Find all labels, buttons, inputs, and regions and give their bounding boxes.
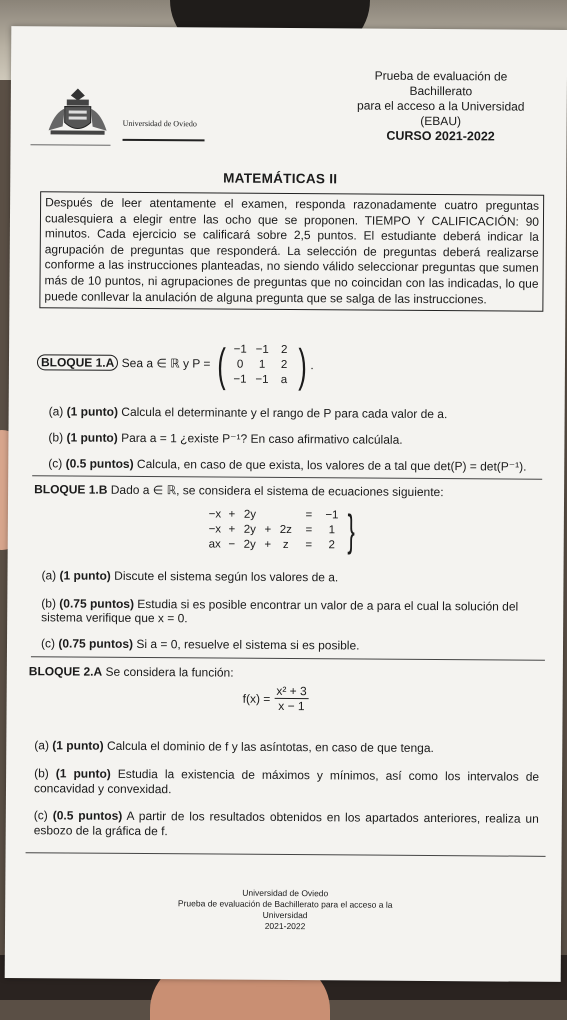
item-text: Para a = 1 ¿existe P⁻¹? En caso afirmativo calcúlala. <box>121 430 403 447</box>
item-label: (a) <box>41 568 57 583</box>
matrix-entry: −1 <box>233 373 247 386</box>
item-points: (0.75 puntos) <box>59 596 135 611</box>
exam-line-4: (EBAU) <box>420 113 462 129</box>
footer-line-1: Universidad de Oviedo <box>242 887 329 899</box>
matrix-p: ( −1 −1 2 0 1 2 −1 −1 a ) . <box>217 338 314 392</box>
function-denominator: x − 1 <box>278 698 305 714</box>
system-term <box>262 508 274 523</box>
bloque-1b-label: BLOQUE 1.B <box>34 482 108 497</box>
question-1b-c <box>41 636 541 653</box>
matrix-entry: 2 <box>280 358 288 371</box>
system-term: 1 <box>328 524 336 537</box>
header-rule <box>30 144 110 146</box>
question-2a-a <box>34 738 539 756</box>
system-term: + <box>228 508 236 521</box>
page-footer <box>155 887 415 933</box>
function-lhs: f(x) = <box>242 691 271 706</box>
university-crest-icon <box>45 86 111 140</box>
system-rows <box>204 507 344 553</box>
exam-line-2: Bachillerato <box>409 83 473 99</box>
bloque-1a <box>37 340 547 390</box>
function-fraction <box>274 684 309 713</box>
matrix-entry: −1 <box>255 343 269 356</box>
matrix-entries <box>229 342 295 387</box>
system-term: 2y <box>243 508 257 521</box>
item-points: (0.5 puntos) <box>65 456 134 471</box>
item-text: Si a = 0, resuelve el sistema si es posible. <box>136 636 360 653</box>
question-1a-a <box>49 404 549 421</box>
bloque-2a <box>29 664 539 682</box>
question-1b-b <box>41 596 541 627</box>
matrix-entry: 0 <box>236 358 244 371</box>
matrix-entry: 2 <box>280 343 288 356</box>
question-2a-c <box>34 808 539 842</box>
function-definition <box>243 684 309 713</box>
system-term: z <box>282 538 289 552</box>
bloque-1b-intro: Dado a ∈ ℝ, se considera el sistema de ecuaciones siguiente: <box>110 482 444 500</box>
system-term: + <box>228 523 236 536</box>
university-name: Universidad de Oviedo <box>122 118 197 129</box>
system-term: = <box>305 539 313 552</box>
system-term: 2y <box>243 523 256 536</box>
function-numerator: x² + 3 <box>274 684 308 699</box>
item-points: (1 punto) <box>55 766 111 781</box>
item-label: (c) <box>48 456 63 471</box>
system-term: 2 <box>328 539 335 552</box>
section-divider <box>31 656 545 661</box>
item-points: (0.5 puntos) <box>52 808 123 823</box>
bloque-1b <box>34 482 544 500</box>
item-label: (c) <box>33 808 48 823</box>
item-points: (1 punto) <box>66 404 119 419</box>
item-label: (b) <box>41 596 57 611</box>
bloque-1a-intro: Sea a ∈ ℝ y P = <box>121 356 211 371</box>
item-text: Estudia la existencia de máximos y mínimos, así como los intervalos de concavidad y convexidad. <box>33 766 540 797</box>
item-label: (b) <box>34 766 49 781</box>
question-1a-b <box>48 430 548 447</box>
item-label: (a) <box>34 738 50 753</box>
system-term: −x <box>208 508 222 521</box>
item-text: Calcula el dominio de f y las asíntotas, en caso de que tenga. <box>106 738 434 756</box>
system-term: 2z <box>279 523 292 537</box>
item-text: Estudia si es posible encontrar un valor de a para el cual la solución del sistema verifique que x = 0. <box>41 596 519 626</box>
system-term: + <box>264 538 272 551</box>
item-text: Discute el sistema según los valores de a. <box>114 568 339 585</box>
section-divider <box>32 475 542 480</box>
page-title: MATEMÁTICAS II <box>223 170 338 187</box>
system-term: ax <box>208 538 221 551</box>
system-term: 2y <box>243 538 256 551</box>
exam-sheet <box>5 26 567 982</box>
bloque-2a-label: BLOQUE 2.A <box>28 664 103 679</box>
matrix-entry: 1 <box>258 358 266 371</box>
item-label: (a) <box>48 404 64 419</box>
exam-line-3: para el acceso a la Universidad <box>357 98 525 114</box>
item-points: (1 punto) <box>59 568 111 583</box>
footer-line-2: Prueba de evaluación de Bachillerato para el acceso a la Universidad <box>177 898 393 921</box>
system-term: = <box>305 509 313 522</box>
question-2a-b <box>34 766 539 800</box>
item-points: (0.75 puntos) <box>58 636 134 651</box>
course-year: CURSO 2021-2022 <box>386 128 495 144</box>
matrix-entry: −1 <box>233 343 247 356</box>
bloque-1a-label: BLOQUE 1.A <box>37 354 118 371</box>
item-points: (1 punto) <box>52 738 104 753</box>
footer-line-3: 2021-2022 <box>264 920 306 932</box>
item-text: Calcula, en caso de que exista, los valores de a tal que det(P) = det(P⁻¹). <box>136 456 527 474</box>
system-term: −x <box>208 523 222 536</box>
question-1b-a <box>41 568 541 585</box>
header-rule-bold <box>123 139 205 142</box>
brace: } <box>347 505 356 555</box>
system-term: + <box>264 523 272 536</box>
question-1a-c <box>48 456 548 473</box>
exam-header <box>341 68 542 144</box>
exam-line-1: Prueba de evaluación de <box>374 68 508 84</box>
item-text: Calcula el determinante y el rango de P para cada valor de a. <box>121 404 448 422</box>
system-term <box>274 508 298 523</box>
bloque-2a-intro: Se considera la función: <box>105 664 234 680</box>
section-divider <box>26 852 546 857</box>
matrix-entry: −1 <box>255 373 269 386</box>
instructions-box: Después de leer atentamente el examen, responda razonadamente cuatro preguntas cualesquiera a elegir entre las ocho que se proponen. TIEMPO Y CALIFICACIÓN: 90 minutos. Cada ejercicio se calificará sobre 2,5 puntos. El estudiante deberá indicar la agrupación de preguntas que responderá. La selección de preguntas deberá realizarse conforme a las instrucciones planteadas, no siendo válido seleccionar preguntas que sumen más de 10 puntos, ni agrupaciones de preguntas que no coincidan con las indicadas, lo que puede conllevar la anulación de alguna pregunta que se salga de las instrucciones. <box>39 191 544 312</box>
system-term: = <box>305 524 313 537</box>
system-term: − <box>228 538 236 551</box>
item-label: (c) <box>40 636 56 651</box>
equation-system <box>204 507 359 553</box>
matrix-entry: a <box>280 373 288 386</box>
item-points: (1 punto) <box>66 430 118 445</box>
system-term: −1 <box>325 509 339 522</box>
item-label: (b) <box>48 430 64 445</box>
item-text: A partir de los resultados obtenidos en los apartados anteriores, realiza un esbozo de la gráfica de f. <box>33 808 539 839</box>
